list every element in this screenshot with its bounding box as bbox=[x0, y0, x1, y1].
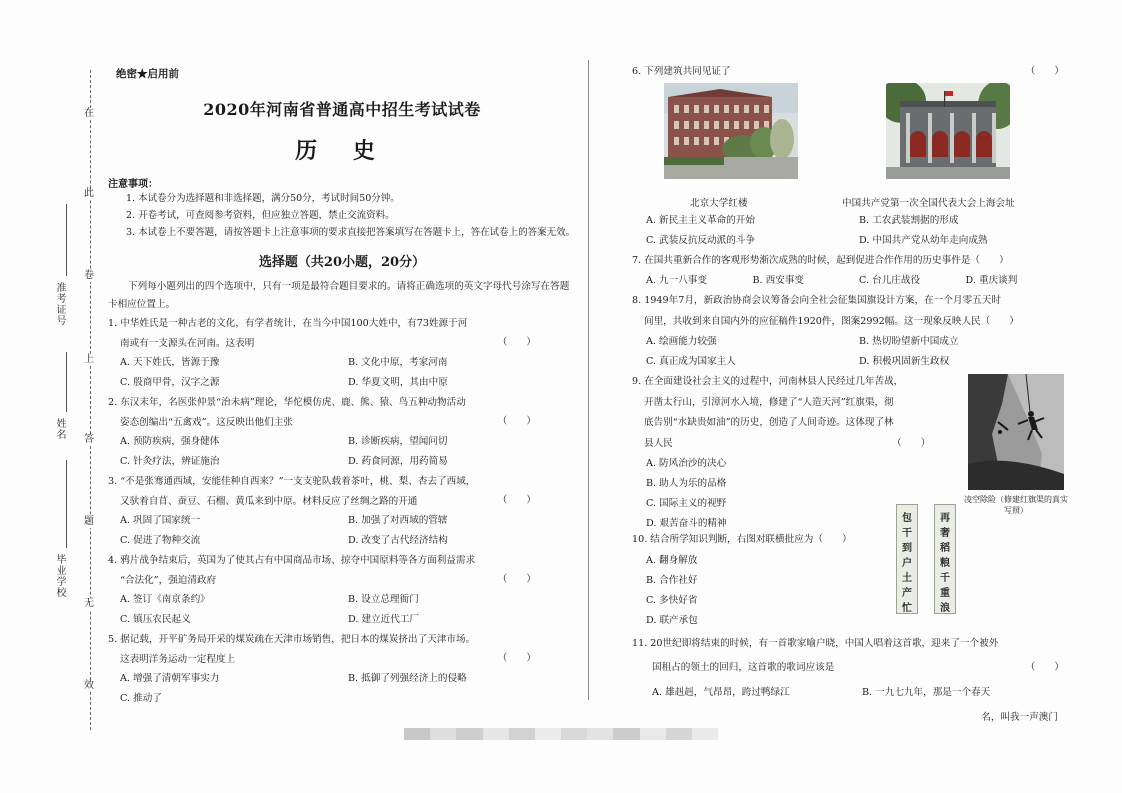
exam-title: 2020年河南省普通高中招生考试试卷 bbox=[203, 100, 481, 119]
name-label: 姓名 bbox=[54, 418, 65, 440]
option-c[interactable]: C. 针灸疗法，辨证施治 bbox=[120, 456, 220, 467]
question-7-options bbox=[632, 271, 1072, 291]
section-intro: 下列每小题列出的四个选项中，只有一项是最符合题目要求的。请将正确选项的英文字母代号涂写在答题卡相应位置上。 bbox=[108, 281, 570, 310]
question-stem: 5. 据记载，开平矿务局开采的煤炭疏在天津市场销售，把日本的煤炭挤出了天津市场。 bbox=[108, 634, 476, 645]
option-d[interactable]: D. 药食同源，用药简易 bbox=[348, 456, 448, 467]
option-b[interactable]: B. 热切盼望新中国成立 bbox=[859, 336, 959, 347]
couplet-char: 包 bbox=[902, 513, 912, 524]
option-c[interactable]: C. 台儿庄战役 bbox=[859, 275, 921, 286]
question-stem: 6. 下列建筑共同见证了 bbox=[632, 66, 731, 77]
question-7 bbox=[632, 251, 1072, 272]
question-3-options bbox=[108, 511, 576, 551]
school-field[interactable] bbox=[52, 554, 67, 598]
question-4 bbox=[108, 551, 576, 590]
exam-number-field[interactable] bbox=[52, 282, 67, 326]
question-6-photos bbox=[632, 83, 1072, 211]
option-d[interactable]: D. 重庆谈判 bbox=[965, 275, 1018, 286]
question-stem: 3. “不是张骞通西域，安能佳种自西来？”一支支驼队载着茶叶，桃、梨、杏去了西域， bbox=[108, 476, 476, 487]
option-a[interactable]: A. 九一八事变 bbox=[646, 275, 707, 286]
question-stem: 底告别“水缺贵如油”的历史，创造了人间奇迹。这体现了林 bbox=[644, 417, 894, 428]
question-stem: 这表明洋务运动一定程度上 bbox=[120, 653, 236, 665]
couplet-char: 千 bbox=[940, 573, 950, 584]
question-stem: 7. 在国共重新合作的客观形势渐次成熟的时候，起到促进合作作用的历史事件是（ ） bbox=[632, 254, 1009, 266]
question-stem: 国租占的领土的回归，这首歌的歌词应该是 bbox=[652, 662, 835, 673]
question-8 bbox=[632, 291, 1072, 332]
option-b[interactable]: B. 抵御了列强经济上的侵略 bbox=[348, 673, 467, 684]
exam-number-line bbox=[66, 204, 67, 276]
option-a[interactable]: A. 雄赳赳，气昂昂，跨过鸭绿江 bbox=[652, 687, 790, 698]
section-heading: 选择题（共20小题，20分） bbox=[258, 255, 426, 270]
question-11 bbox=[632, 632, 1072, 680]
question-6 bbox=[632, 62, 1072, 83]
peking-university-red-building-photo bbox=[664, 83, 798, 179]
couplet-left bbox=[896, 504, 918, 614]
couplet-char: 再 bbox=[940, 513, 950, 524]
answer-parens: （ ） bbox=[892, 437, 931, 449]
answer-parens: （ ） bbox=[497, 653, 536, 664]
couplet-char: 干 bbox=[902, 528, 912, 539]
question-1-options bbox=[108, 353, 576, 393]
seal-dashed-line bbox=[90, 70, 91, 730]
option-c[interactable]: C. 多快好省 bbox=[646, 594, 698, 606]
cliff-worker-photo bbox=[968, 374, 1064, 490]
option-d[interactable]: D. 联产承包 bbox=[646, 614, 698, 626]
couplet-char: 土 bbox=[902, 573, 912, 584]
question-stem: 4. 鸦片战争结束后，英国为了使其占有中国商品市场、掠夺中国原料等各方面利益需求 bbox=[108, 555, 476, 566]
couplet-char: 奢 bbox=[940, 528, 950, 539]
seal-char: 卷 bbox=[84, 270, 94, 281]
question-stem: 间里，共收到来自国内外的应征稿件1920件，图案2992幅。这一现象反映人民（ ） bbox=[644, 315, 1020, 327]
couplet-char: 户 bbox=[902, 558, 912, 569]
question-stem: 又驮着自苜、蚕豆、石榴、黄瓜来到中原。材料反应了丝绸之路的开通 bbox=[120, 495, 418, 507]
seal-char: 上 bbox=[84, 354, 94, 365]
answer-parens: （ ） bbox=[1025, 66, 1064, 77]
option-b[interactable]: B. 一九七九年，那是一个春天 bbox=[862, 687, 991, 698]
question-3 bbox=[108, 472, 576, 511]
secret-label: 绝密★启用前 bbox=[116, 68, 179, 80]
question-stem: 10. 结合所学知识判断，右图对联横批应为（ ） bbox=[632, 534, 852, 545]
notice-heading: 注意事项： bbox=[108, 179, 158, 190]
right-column bbox=[632, 62, 1072, 730]
question-stem: 8. 1949年7月，新政治协商会议筹备会向全社会征集国旗设计方案，在一个月零五天时 bbox=[632, 295, 1001, 306]
option-a[interactable]: A. 增强了清朝军事实力 bbox=[120, 673, 220, 684]
question-1 bbox=[108, 314, 576, 353]
couplet-char: 到 bbox=[902, 543, 912, 554]
question-stem: 11. 20世纪即将结束的时候，有一首歌家喻户晓，中国人唱着这首歌，迎来了一个被外 bbox=[632, 638, 999, 649]
option-c[interactable]: C. 殷商甲骨，汉字之源 bbox=[120, 377, 220, 388]
question-2-options bbox=[108, 432, 576, 472]
notice-item: 3. 本试卷上不要答题，请按答题卡上注意事项的要求直接把答案填写在答题卡上，答在试卷上的答案无效。 bbox=[126, 227, 576, 238]
seal-char: 在 bbox=[84, 108, 94, 119]
option-c[interactable]: C. 推动了 bbox=[120, 693, 162, 704]
couplet-char: 粮 bbox=[940, 558, 950, 569]
seal-char: 题 bbox=[84, 516, 94, 527]
school-line bbox=[66, 460, 67, 548]
name-line bbox=[66, 352, 67, 412]
option-b[interactable]: B. 文化中原，考家河南 bbox=[348, 357, 448, 368]
option-a[interactable]: A. 翻身解放 bbox=[646, 554, 698, 566]
subject-title: 历 史 bbox=[295, 138, 389, 164]
option-c[interactable]: C. 武装反抗反动派的斗争 bbox=[646, 234, 756, 246]
question-8-options bbox=[632, 332, 1072, 372]
question-stem: 1. 中华姓氏是一种古老的文化，有学者统计，在当今中国100大姓中，有73姓源于河 bbox=[108, 318, 468, 329]
school-label: 毕业学校 bbox=[54, 554, 65, 598]
question-5-options bbox=[108, 669, 576, 709]
couplet-char: 重 bbox=[940, 588, 950, 599]
seal-char: 无 bbox=[84, 598, 94, 609]
option-d[interactable]: D. 积极巩固新生政权 bbox=[859, 356, 950, 367]
question-stem: 2. 东汉末年，名医张仲景“治未病”理论，华佗模仿虎、鹿、熊、猿、鸟五种动物活动 bbox=[108, 397, 466, 408]
question-2 bbox=[108, 393, 576, 432]
question-5 bbox=[108, 630, 576, 669]
answer-parens: （ ） bbox=[497, 416, 536, 427]
option-a[interactable]: A. 新民主主义革命的开始 bbox=[646, 214, 755, 226]
option-a[interactable]: A. 预防疾病，强身健体 bbox=[120, 436, 220, 447]
name-field[interactable] bbox=[52, 418, 67, 440]
answer-parens: （ ） bbox=[497, 337, 536, 348]
question-stem: 姿态创编出“五禽戏”。这反映出他们主张 bbox=[120, 416, 293, 428]
question-10-options bbox=[632, 551, 1072, 631]
question-stem: 县人民 bbox=[644, 437, 673, 449]
couplet-char: 忙 bbox=[902, 603, 912, 614]
option-a[interactable]: A. 绘画能力较强 bbox=[646, 336, 717, 347]
option-b[interactable]: B. 工农武装割据的形成 bbox=[859, 214, 959, 226]
column-divider bbox=[588, 60, 589, 700]
answer-parens: （ ） bbox=[497, 495, 536, 506]
question-6-options bbox=[632, 211, 1072, 251]
option-c[interactable]: C. 真正成为国家主人 bbox=[646, 356, 736, 367]
photo-caption: 中国共产党第一次全国代表大会上海会址 bbox=[842, 197, 1015, 209]
photo-caption: 凌空除险（修建红旗渠的真实写照） bbox=[964, 495, 1068, 515]
seal-char: 答 bbox=[84, 434, 94, 445]
option-d[interactable]: D. 改变了古代经济结构 bbox=[348, 535, 448, 546]
couplet-char: 产 bbox=[902, 588, 912, 599]
option-a[interactable]: A. 巩固了国家统一 bbox=[120, 515, 201, 526]
question-stem: “合法化”，强迫清政府 bbox=[120, 574, 217, 586]
option-b-continuation: 名，叫我一声澳门 bbox=[981, 712, 1058, 723]
notice-item: 1. 本试卷分为选择题和非选择题，满分50分，考试时间50分钟。 bbox=[126, 193, 400, 204]
option-a[interactable]: A. 天下姓氏，皆源于豫 bbox=[120, 357, 220, 368]
option-d[interactable]: D. 建立近代工厂 bbox=[348, 614, 420, 625]
option-b[interactable]: B. 合作社好 bbox=[646, 574, 698, 586]
blurred-footer-bar bbox=[404, 728, 718, 740]
option-c[interactable]: C. 国际主义的视野 bbox=[646, 498, 727, 509]
first-cpc-congress-site-photo bbox=[886, 83, 1010, 179]
left-column bbox=[108, 66, 576, 709]
option-d[interactable]: D. 华夏文明，其由中原 bbox=[348, 377, 448, 388]
option-b[interactable]: B. 助人为乐的品格 bbox=[646, 478, 727, 489]
question-stem: 9. 在全面建设社会主义的过程中，河南林县人民经过几年苦战， bbox=[632, 376, 904, 387]
option-b[interactable]: B. 西安事变 bbox=[752, 275, 805, 286]
couplet-char: 稻 bbox=[940, 543, 950, 554]
option-b[interactable]: B. 诊断疾病，望闻问切 bbox=[348, 436, 448, 447]
option-a[interactable]: A. 防风治沙的决心 bbox=[646, 458, 727, 469]
couplet-char: 浪 bbox=[940, 603, 950, 614]
option-c[interactable]: C. 镇压农民起义 bbox=[120, 614, 191, 625]
couplet-right bbox=[934, 504, 956, 614]
question-4-options bbox=[108, 590, 576, 630]
option-c[interactable]: C. 促进了物种交流 bbox=[120, 535, 201, 546]
seal-char: 效 bbox=[84, 680, 94, 691]
question-stem: 开凿太行山，引漳河水入境，修建了“人造天河”红旗渠，彻 bbox=[644, 396, 894, 408]
answer-parens: （ ） bbox=[1025, 662, 1064, 673]
option-a[interactable]: A. 签订《南京条约》 bbox=[120, 594, 210, 605]
option-d[interactable]: D. 中国共产党从幼年走向成熟 bbox=[859, 234, 988, 246]
question-11-options bbox=[632, 680, 1072, 706]
photo-caption: 北京大学红楼 bbox=[690, 197, 748, 209]
question-stem: 南或有一支源头在河南。这表明 bbox=[120, 337, 255, 349]
exam-number-label: 准考证号 bbox=[54, 282, 65, 326]
seal-char: 此 bbox=[84, 188, 94, 199]
option-b[interactable]: B. 设立总理衙门 bbox=[348, 594, 419, 605]
answer-parens: （ ） bbox=[497, 574, 536, 585]
notice-item: 2. 开卷考试，可查阅参考资料，但应独立答题，禁止交流资料。 bbox=[126, 210, 395, 221]
question-9 bbox=[632, 372, 1072, 530]
option-d[interactable]: D. 艰苦奋斗的精神 bbox=[646, 518, 727, 529]
option-b[interactable]: B. 加强了对西域的管辖 bbox=[348, 515, 448, 526]
